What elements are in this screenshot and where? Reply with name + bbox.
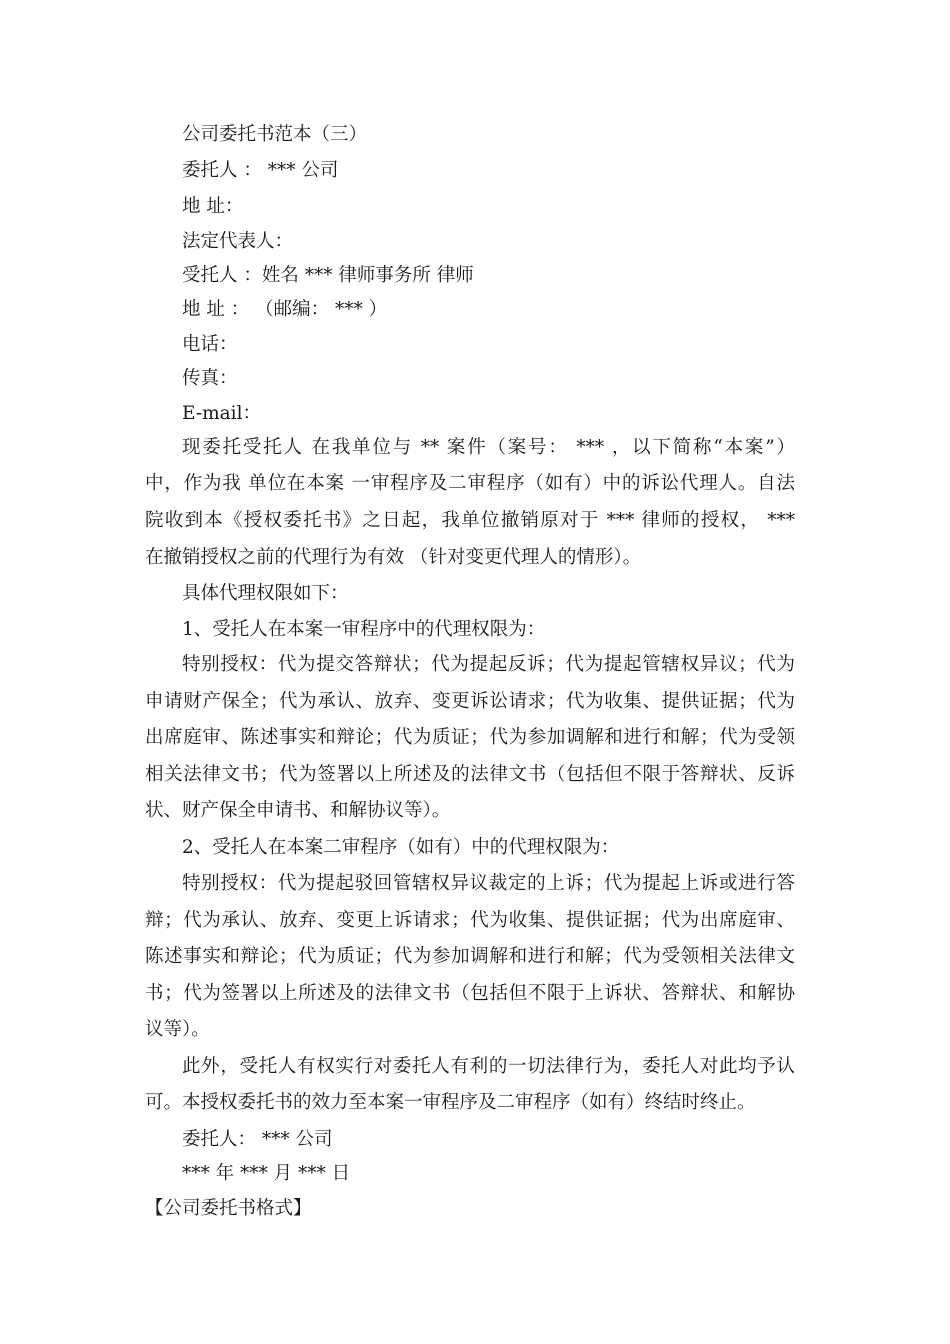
paragraph-1-line: 中，作为我 单位在本案 一审程序及二审程序（如有）中的诉讼代理人。自法: [145, 473, 795, 494]
fax-line: 传真：: [182, 368, 238, 389]
item-2-body-line: 特别授权：代为提起驳回管辖权异议裁定的上诉；代为提起上诉或进行答: [182, 873, 795, 894]
principal-line: 委托人 ： *** 公司: [182, 160, 339, 181]
email-line: E-mail：: [182, 403, 262, 424]
paragraph-1-line: 在撤销授权之前的代理行为有效 （针对变更代理人的情形）。: [145, 547, 642, 568]
address-line-1: 地 址：: [182, 196, 244, 217]
legal-representative-line: 法定代表人：: [182, 231, 294, 252]
item-2-body-line: 书；代为签署以上所述及的法律文书（包括但不限于上诉状、答辩状、和解协: [145, 983, 795, 1004]
item-2-body-line: 议等）。: [145, 1019, 210, 1040]
address-line-2: 地 址 ： （邮编： *** ）: [182, 299, 388, 320]
paragraph-1-line: 院收到本《授权委托书》之日起，我单位撤销原对于 *** 律师的授权， ***: [145, 510, 795, 531]
next-section-heading: 【公司委托书格式】: [145, 1198, 312, 1219]
item-1-body-line: 状、财产保全申请书、和解协议等）。: [145, 800, 451, 821]
item-2-body-line: 陈述事实和辩论；代为质证；代为参加调解和进行和解；代为受领相关法律文: [145, 946, 795, 967]
item-1-title: 1、受托人在本案一审程序中的代理权限为：: [182, 619, 546, 640]
final-paragraph-line: 此外，受托人有权实行对委托人有利的一切法律行为，委托人对此均予认: [182, 1056, 795, 1077]
item-1-body-line: 相关法律文书；代为签署以上所述及的法律文书（包括但不限于答辩状、反诉: [145, 764, 795, 785]
item-1-body-line: 申请财产保全；代为承认、放弃、变更诉讼请求；代为收集、提供证据；代为: [145, 691, 795, 712]
document-title: 公司委托书范本（三）: [182, 124, 368, 145]
paragraph-1-line: 现委托受托人 在我单位与 ** 案件（案号： *** ，以下简称“本案”）: [182, 437, 795, 458]
item-2-title: 2、受托人在本案二审程序（如有）中的代理权限为：: [182, 837, 620, 858]
scope-intro: 具体代理权限如下：: [182, 583, 349, 604]
signature-principal: 委托人： *** 公司: [182, 1129, 333, 1150]
signature-date: *** 年 *** 月 *** 日: [182, 1163, 351, 1184]
phone-line: 电话：: [182, 334, 238, 355]
item-1-body-line: 特别授权：代为提交答辩状；代为提起反诉；代为提起管辖权异议；代为: [182, 654, 795, 675]
item-1-body-line: 出席庭审、陈述事实和辩论；代为质证；代为参加调解和进行和解；代为受领: [145, 727, 795, 748]
final-paragraph-line: 可。本授权委托书的效力至本案一审程序及二审程序（如有）终结时终止。: [145, 1092, 756, 1113]
item-2-body-line: 辩；代为承认、放弃、变更上诉请求；代为收集、提供证据；代为出席庭审、: [145, 910, 795, 931]
agent-line: 受托人 ：姓名 *** 律师事务所 律师: [182, 265, 474, 286]
